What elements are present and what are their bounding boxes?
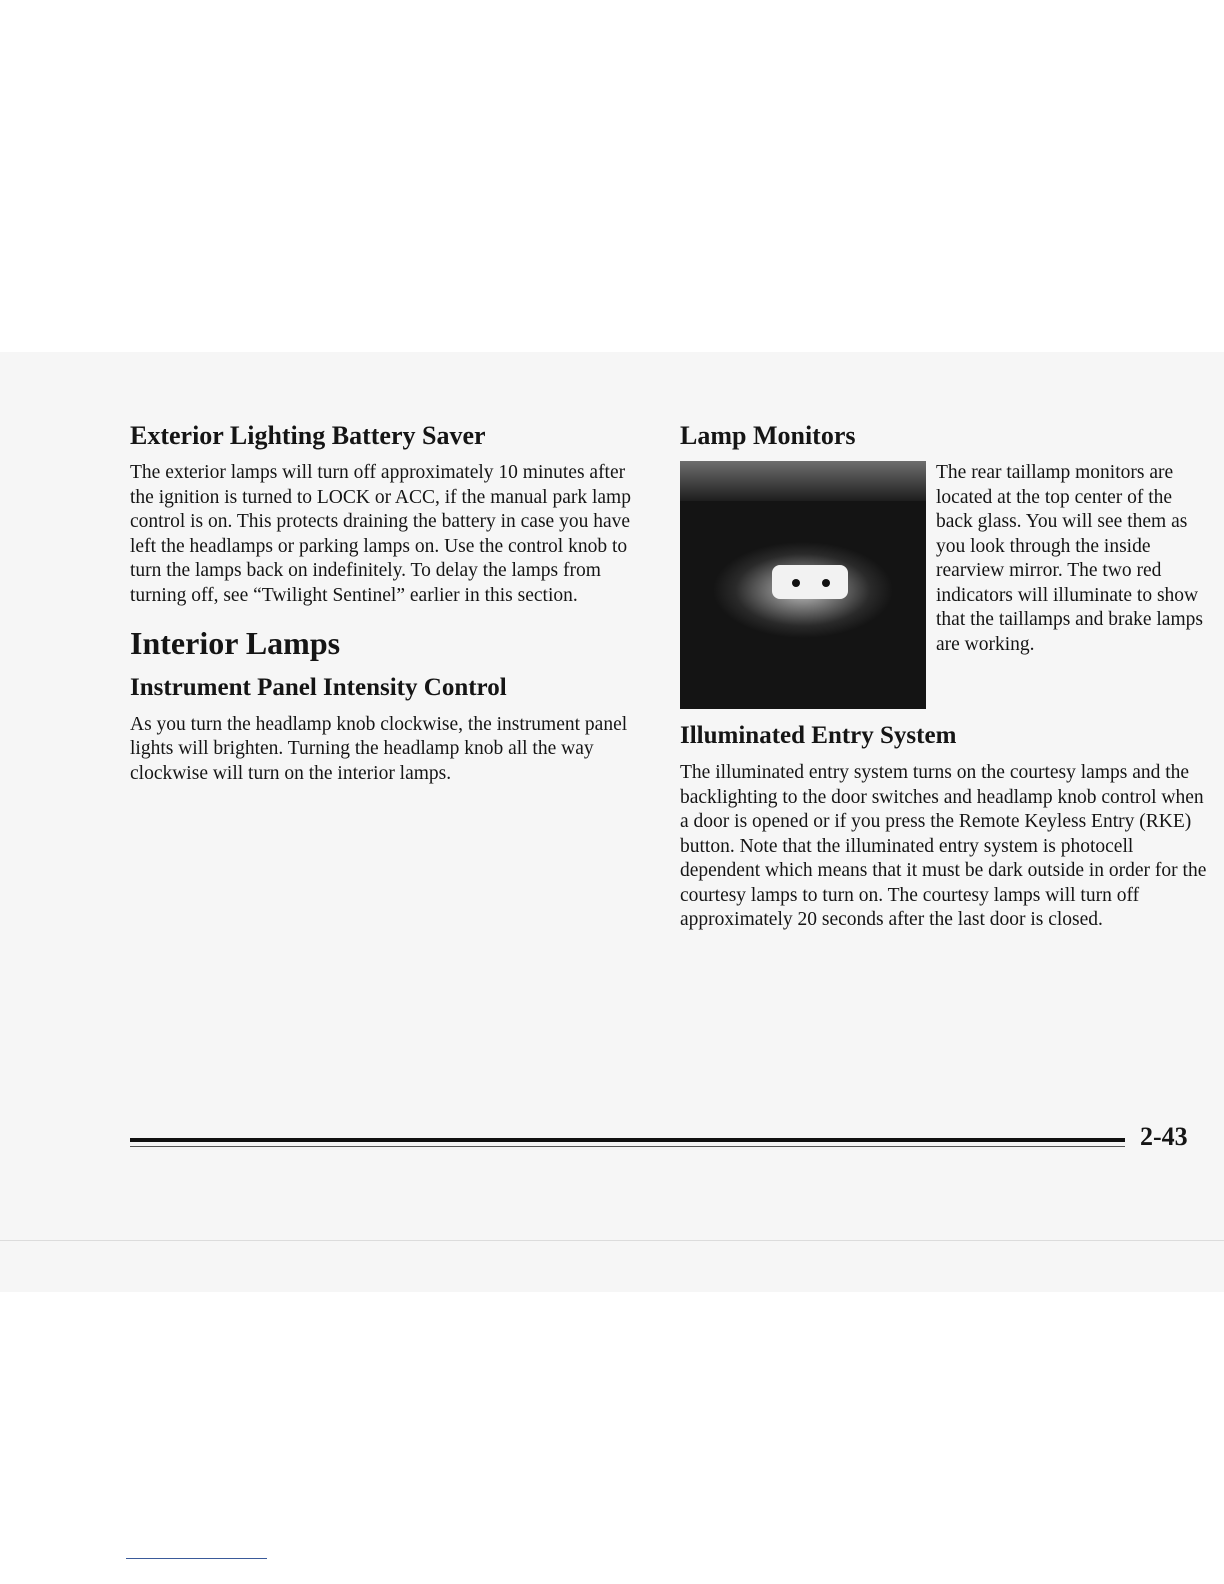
right-indicator-icon [822,579,830,587]
taillamp-monitor-photo [680,461,926,709]
photo-glare [680,461,926,501]
monitor-housing [772,565,848,599]
bottom-link-line [126,1558,267,1559]
battery-saver-heading: Exterior Lighting Battery Saver [130,421,486,450]
battery-saver-paragraph: The exterior lamps will turn off approximately 10 minutes after the ignition is turned to LOCK or ACC, if the manual park lamp control is on. This protects draining the battery in case you have left the headlamps or parking lamps on. Use the control knob to turn the lamps back on indefinitely. To delay the lamps from turning off, see “Twilight Sentinel” earlier in this section. [130,462,631,606]
footer-rule-thick [130,1138,1125,1142]
instrument-panel-paragraph: As you turn the headlamp knob clockwise, the instrument panel lights will brighten. Turning the headlamp knob all the way clockwise will turn on the interior lamps. [130,713,628,784]
illuminated-entry-paragraph: The illuminated entry system turns on the courtesy lamps and the backlighting to the door switches and headlamp knob control when a door is opened or if you press the Remote Keyless Entry (RKE) button. Note that the illuminated entry system is photocell dependent which means that it must be dark outside in order for the courtesy lamps to turn on. The courtesy lamps will turn off approximately 20 seconds after the last door is closed. [680,762,1207,931]
right-column [680,420,1210,949]
lamp-monitors-block [680,461,1210,721]
interior-lamps-heading: Interior Lamps [130,625,341,662]
page-number: 2-43 [1140,1122,1188,1151]
lamp-monitors-paragraph: The rear taillamp monitors are located at the top center of the back glass. You will see them as you look through the inside rearview mirror. The two red indicators will illuminate to show that the taillamps and brake lamps are working. [936,462,1203,655]
lamp-monitors-heading: Lamp Monitors [680,421,856,450]
left-indicator-icon [792,579,800,587]
instrument-panel-heading: Instrument Panel Intensity Control [130,673,507,701]
illuminated-entry-heading: Illuminated Entry System [680,722,957,750]
footer-rule-thin [130,1146,1125,1147]
left-column [130,420,650,802]
scan-edge-line [0,1240,1224,1241]
